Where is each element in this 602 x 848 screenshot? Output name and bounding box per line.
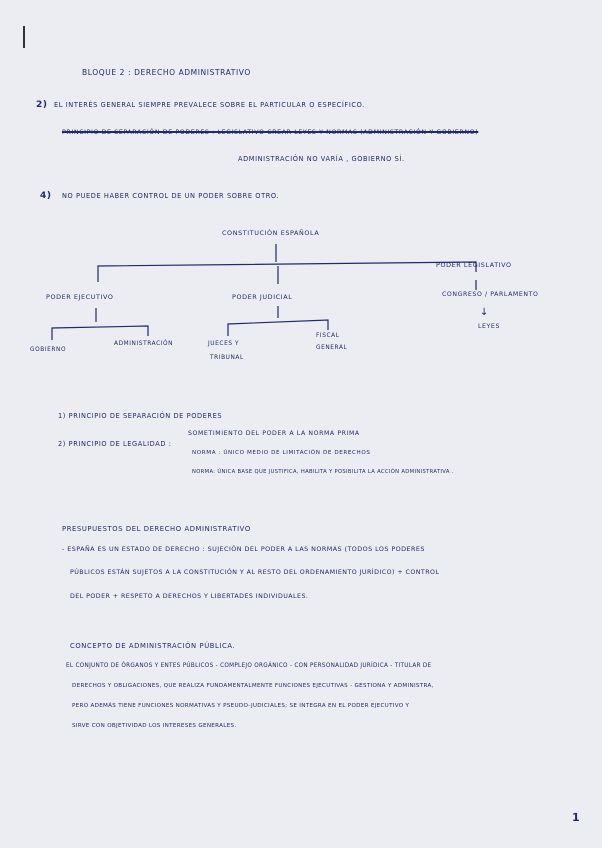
principle-2-detail-b: NORMA : ÚNICO MEDIO DE LIMITACIÓN DE DERECHOS (192, 450, 371, 456)
concepto-title: CONCEPTO DE ADMINISTRACIÓN PÚBLICA. (70, 642, 236, 650)
node-tribunal: TRIBUNAL (210, 355, 244, 361)
diagram-root: CONSTITUCIÓN ESPAÑOLA (222, 229, 320, 237)
node-poder-ejecutivo: PODER EJECUTIVO (46, 293, 114, 301)
down-arrow-icon: ↓ (480, 307, 489, 318)
concepto-line-3: PERO ADEMÁS TIENE FUNCIONES NORMATIVAS Y PSEUDO-JUDICIALES; SE INTEGRA EN EL PODER EJECUTIVO Y (72, 703, 410, 709)
principle-2-detail-a: SOMETIMIENTO DEL PODER A LA NORMA PRIMA (188, 430, 360, 437)
page-number: 1 (572, 811, 581, 824)
concepto-line-4: SIRVE CON OBJETIVIDAD LOS INTERESES GENERALES. (72, 723, 237, 729)
crossed-out-line: PRINCIPIO DE SEPARACIÓN DE PODERES : LEGISLATIVO CREAR LEYES Y NORMAS (ADMINISTRACIÓN Y GOBIERNO) (62, 129, 479, 136)
presupuestos-title: PRESUPUESTOS DEL DERECHO ADMINISTRATIVO (62, 525, 251, 533)
node-fiscal: FISCAL (316, 333, 340, 339)
concepto-line-2: DERECHOS Y OBLIGACIONES, QUE REALIZA FUNDAMENTALMENTE FUNCIONES EJECUTIVAS - GESTIONA Y ADMINISTRA, (72, 683, 434, 689)
concepto-line-1: EL CONJUNTO DE ÓRGANOS Y ENTES PÚBLICOS - COMPLEJO ORGÁNICO - CON PERSONALIDAD JURÍDICA - TITULAR DE (66, 663, 432, 669)
node-poder-judicial: PODER JUDICIAL (232, 293, 293, 301)
presupuestos-line-2: PÚBLICOS ESTÁN SUJETOS A LA CONSTITUCIÓN Y AL RESTO DEL ORDENAMIENTO JURÍDICO) + CONTROL (70, 569, 440, 576)
principle-1: 1) PRINCIPIO DE SEPARACIÓN DE PODERES (58, 412, 223, 420)
presupuestos-line-1: - ESPAÑA ES UN ESTADO DE DERECHO : SUJECIÓN DEL PODER A LAS NORMAS (TODOS LOS PODERES (62, 545, 425, 553)
section-4-text: NO PUEDE HABER CONTROL DE UN PODER SOBRE OTRO. (62, 192, 280, 200)
node-administracion: ADMINISTRACIÓN (114, 341, 174, 347)
page-title: BLOQUE 2 : DERECHO ADMINISTRATIVO (82, 68, 251, 77)
node-jueces: JUECES Y (208, 341, 240, 347)
presupuestos-line-3: DEL PODER + RESPETO A DERECHOS Y LIBERTADES INDIVIDUALES. (70, 593, 309, 600)
node-general: GENERAL (316, 345, 348, 351)
section-2-note: ADMINISTRACIÓN NO VARÍA , GOBIERNO SÍ. (238, 155, 405, 163)
principle-2: 2) PRINCIPIO DE LEGALIDAD : (58, 440, 172, 448)
section-4-number: 4) (40, 191, 52, 201)
section-2-text: EL INTERÉS GENERAL SIEMPRE PREVALECE SOBRE EL PARTICULAR O ESPECÍFICO. (54, 101, 365, 109)
node-congreso: CONGRESO / PARLAMENTO (442, 291, 539, 298)
section-2-number: 2) (36, 100, 48, 110)
node-poder-legislativo: PODER LEGISLATIVO (436, 261, 512, 269)
node-gobierno: GOBIERNO (30, 347, 67, 353)
node-leyes: LEYES (478, 323, 500, 330)
principle-2-detail-c: NORMA: ÚNICA BASE QUE JUSTIFICA, HABILITA Y POSIBILITA LA ACCIÓN ADMINISTRATIVA . (192, 469, 454, 475)
